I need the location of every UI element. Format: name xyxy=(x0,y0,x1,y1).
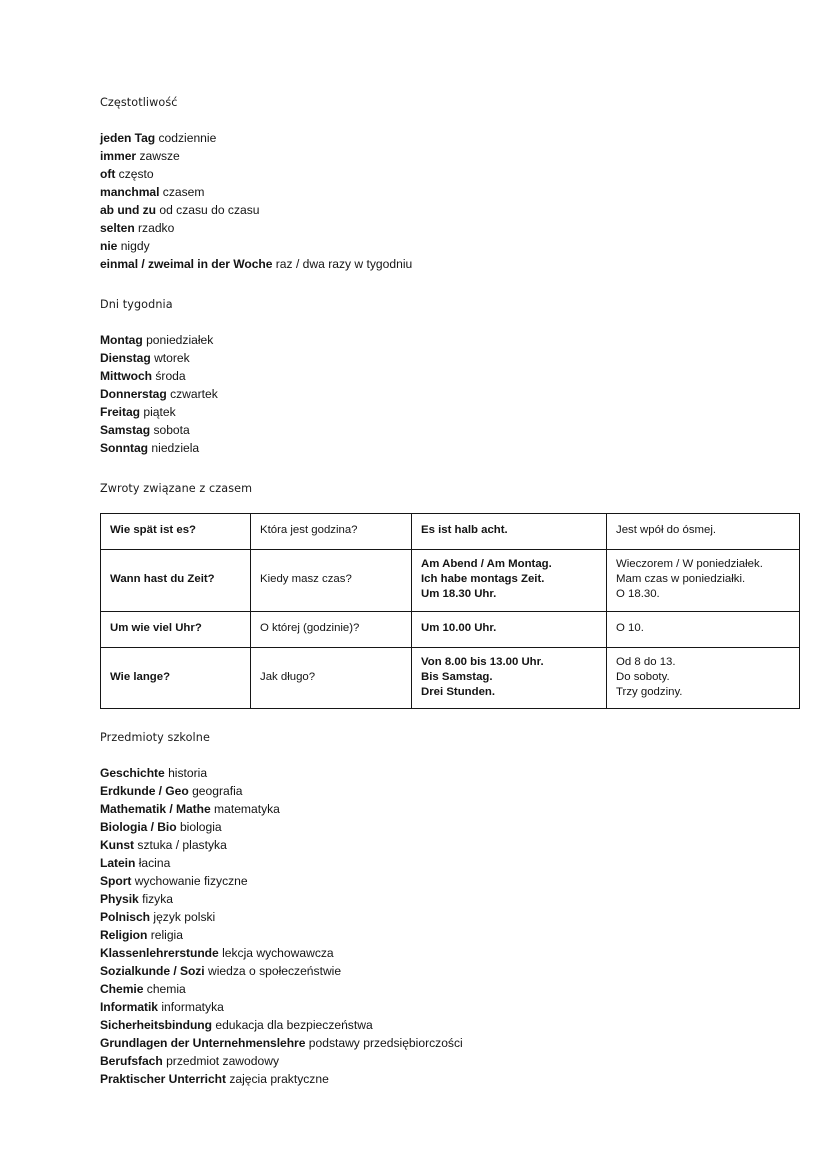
term-de: einmal / zweimal in der Woche xyxy=(100,257,273,271)
term-de: Berufsfach xyxy=(100,1054,163,1069)
section-time-phrases xyxy=(100,482,763,709)
term-pl: łacina xyxy=(138,856,171,871)
term-de: Kunst xyxy=(100,838,135,853)
cell-answer-pl xyxy=(607,647,800,709)
term-pl: od czasu do czasu xyxy=(159,203,260,217)
term-pl: informatyka xyxy=(161,1000,224,1015)
term-de: nie xyxy=(100,239,118,253)
term-pl: lekcja wychowawcza xyxy=(222,946,334,961)
term-de: Sonntag xyxy=(100,441,149,455)
table-row xyxy=(101,611,800,647)
section-heading-time-phrases: Zwroty związane z czasem xyxy=(100,482,253,495)
cell-question-pl xyxy=(251,611,412,647)
term-de: Biologia / Bio xyxy=(100,820,177,835)
cell-line: Wie lange? xyxy=(110,670,171,683)
cell-answer-de xyxy=(412,514,607,550)
spacer xyxy=(100,312,740,331)
list-item xyxy=(100,1070,740,1088)
term-de: Erdkunde / Geo xyxy=(100,784,189,799)
list-item xyxy=(100,367,740,385)
term-de: Sozialkunde / Sozi xyxy=(100,964,205,979)
term-pl: często xyxy=(118,167,154,181)
term-pl: biologia xyxy=(179,820,222,835)
cell-line: Von 8.00 bis 13.00 Uhr. xyxy=(421,655,544,668)
term-pl: wiedza o społeczeństwie xyxy=(207,964,342,979)
section-frequency xyxy=(100,96,740,273)
cell-answer-pl xyxy=(607,514,800,550)
list-item xyxy=(100,926,740,944)
term-pl: przedmiot zawodowy xyxy=(166,1054,279,1069)
list-item xyxy=(100,944,740,962)
list-item xyxy=(100,908,740,926)
term-de: manchmal xyxy=(100,185,160,199)
cell-line: Drei Stunden. xyxy=(421,686,496,699)
list-item xyxy=(100,854,740,872)
section-heading-weekdays: Dni tygodnia xyxy=(100,298,173,311)
time-phrases-table xyxy=(100,513,800,709)
term-de: immer xyxy=(100,149,137,163)
term-pl: religia xyxy=(150,928,183,943)
list-item xyxy=(100,349,740,367)
cell-answer-de xyxy=(412,647,607,709)
list-item xyxy=(100,219,740,237)
cell-line: Która jest godzina? xyxy=(260,524,358,537)
document-content xyxy=(100,96,763,1088)
cell-line: Do soboty. xyxy=(616,670,670,683)
list-item xyxy=(100,1034,740,1052)
list-item xyxy=(100,782,740,800)
list-item xyxy=(100,800,740,818)
list-item xyxy=(100,439,740,457)
section-weekdays xyxy=(100,298,740,457)
cell-answer-pl xyxy=(607,550,800,612)
term-pl: rzadko xyxy=(138,221,175,235)
list-item xyxy=(100,183,740,201)
cell-line: Wie spät ist es? xyxy=(110,524,196,537)
cell-answer-de xyxy=(412,611,607,647)
term-pl: fizyka xyxy=(142,892,173,907)
cell-question-de xyxy=(101,550,251,612)
cell-line: Bis Samstag. xyxy=(421,670,493,683)
spacer xyxy=(100,110,740,129)
vocab-list-school-subjects xyxy=(100,764,740,1088)
cell-line: Um 18.30 Uhr. xyxy=(421,588,497,601)
list-item xyxy=(100,147,740,165)
term-de: Sport xyxy=(100,874,132,889)
term-pl: zawsze xyxy=(139,149,180,163)
term-pl: język polski xyxy=(153,910,216,925)
list-item xyxy=(100,818,740,836)
list-item xyxy=(100,764,740,782)
term-pl: geografia xyxy=(192,784,243,799)
cell-question-de xyxy=(101,514,251,550)
section-school-subjects xyxy=(100,731,740,1088)
cell-line: Wieczorem / W poniedziałek. xyxy=(616,558,763,570)
term-pl: matematyka xyxy=(214,802,280,817)
table-row xyxy=(101,550,800,612)
term-pl: piątek xyxy=(143,405,176,419)
cell-answer-pl xyxy=(607,611,800,647)
term-de: Praktischer Unterricht xyxy=(100,1072,226,1087)
list-item xyxy=(100,421,740,439)
list-item xyxy=(100,165,740,183)
list-item xyxy=(100,331,740,349)
cell-line: Jak długo? xyxy=(260,670,316,683)
term-de: Dienstag xyxy=(100,351,151,365)
list-item xyxy=(100,129,740,147)
term-de: Freitag xyxy=(100,405,140,419)
term-de: Polnisch xyxy=(100,910,151,925)
list-item xyxy=(100,385,740,403)
cell-question-de xyxy=(101,611,251,647)
term-pl: sobota xyxy=(153,423,190,437)
list-item xyxy=(100,872,740,890)
term-pl: historia xyxy=(168,766,208,781)
cell-line: O 10. xyxy=(616,622,644,634)
spacer xyxy=(100,273,740,298)
cell-line: O której (godzinie)? xyxy=(260,622,360,634)
term-de: Montag xyxy=(100,333,143,347)
cell-question-pl xyxy=(251,514,412,550)
term-de: Mittwoch xyxy=(100,369,152,383)
list-item xyxy=(100,1016,740,1034)
list-item xyxy=(100,403,740,421)
spacer xyxy=(100,457,740,482)
term-de: Informatik xyxy=(100,1000,158,1015)
list-item xyxy=(100,201,740,219)
cell-line: Am Abend / Am Montag. xyxy=(421,558,552,570)
term-pl: nigdy xyxy=(120,239,150,253)
term-pl: raz / dwa razy w tygodniu xyxy=(275,257,413,271)
section-heading-frequency: Częstotliwość xyxy=(100,96,178,109)
term-pl: czwartek xyxy=(170,387,218,401)
list-item xyxy=(100,980,740,998)
term-de: Chemie xyxy=(100,982,144,997)
cell-line: Um wie viel Uhr? xyxy=(110,622,202,634)
term-de: Latein xyxy=(100,856,136,871)
term-de: Samstag xyxy=(100,423,151,437)
term-de: Geschichte xyxy=(100,766,165,781)
term-de: Mathematik / Mathe xyxy=(100,802,211,817)
term-de: Religion xyxy=(100,928,148,943)
list-item xyxy=(100,237,740,255)
list-item xyxy=(100,962,740,980)
cell-line: Kiedy masz czas? xyxy=(260,573,352,586)
cell-question-pl xyxy=(251,550,412,612)
term-de: Physik xyxy=(100,892,139,907)
table-row xyxy=(101,647,800,709)
term-pl: edukacja dla bezpieczeństwa xyxy=(215,1018,373,1033)
term-pl: wtorek xyxy=(154,351,190,365)
cell-line: Trzy godziny. xyxy=(616,686,683,699)
cell-line: Ich habe montags Zeit. xyxy=(421,573,545,586)
term-pl: codziennie xyxy=(158,131,217,145)
term-de: oft xyxy=(100,167,116,181)
cell-line: Mam czas w poniedziałki. xyxy=(616,573,746,586)
spacer xyxy=(100,745,740,764)
cell-line: Wann hast du Zeit? xyxy=(110,573,215,586)
term-pl: czasem xyxy=(162,185,205,199)
term-de: jeden Tag xyxy=(100,131,156,145)
cell-question-de xyxy=(101,647,251,709)
vocab-list-frequency xyxy=(100,129,740,273)
list-item xyxy=(100,255,740,273)
cell-line: Es ist halb acht. xyxy=(421,524,508,537)
list-item xyxy=(100,836,740,854)
term-de: Klassenlehrerstunde xyxy=(100,946,219,961)
cell-line: Um 10.00 Uhr. xyxy=(421,622,497,634)
term-de: Sicherheitsbindung xyxy=(100,1018,212,1033)
list-item xyxy=(100,890,740,908)
term-pl: środa xyxy=(155,369,186,383)
list-item xyxy=(100,1052,740,1070)
term-pl: niedziela xyxy=(151,441,200,455)
cell-answer-de xyxy=(412,550,607,612)
term-de: Grundlagen der Unternehmenslehre xyxy=(100,1036,306,1051)
term-pl: zajęcia praktyczne xyxy=(229,1072,329,1087)
spacer xyxy=(100,496,740,513)
cell-question-pl xyxy=(251,647,412,709)
term-pl: podstawy przedsiębiorczości xyxy=(308,1036,463,1051)
term-de: ab und zu xyxy=(100,203,156,217)
term-de: selten xyxy=(100,221,135,235)
table-row xyxy=(101,514,800,550)
cell-line: Od 8 do 13. xyxy=(616,655,676,668)
spacer xyxy=(100,709,740,731)
term-pl: poniedziałek xyxy=(146,333,214,347)
list-item xyxy=(100,998,740,1016)
term-pl: wychowanie fizyczne xyxy=(134,874,248,889)
vocab-list-weekdays xyxy=(100,331,740,457)
cell-line: Jest wpół do ósmej. xyxy=(616,524,717,537)
section-heading-school-subjects: Przedmioty szkolne xyxy=(100,731,210,745)
cell-line: O 18.30. xyxy=(616,588,660,601)
term-pl: chemia xyxy=(146,982,186,997)
term-de: Donnerstag xyxy=(100,387,167,401)
term-pl: sztuka / plastyka xyxy=(137,838,227,853)
